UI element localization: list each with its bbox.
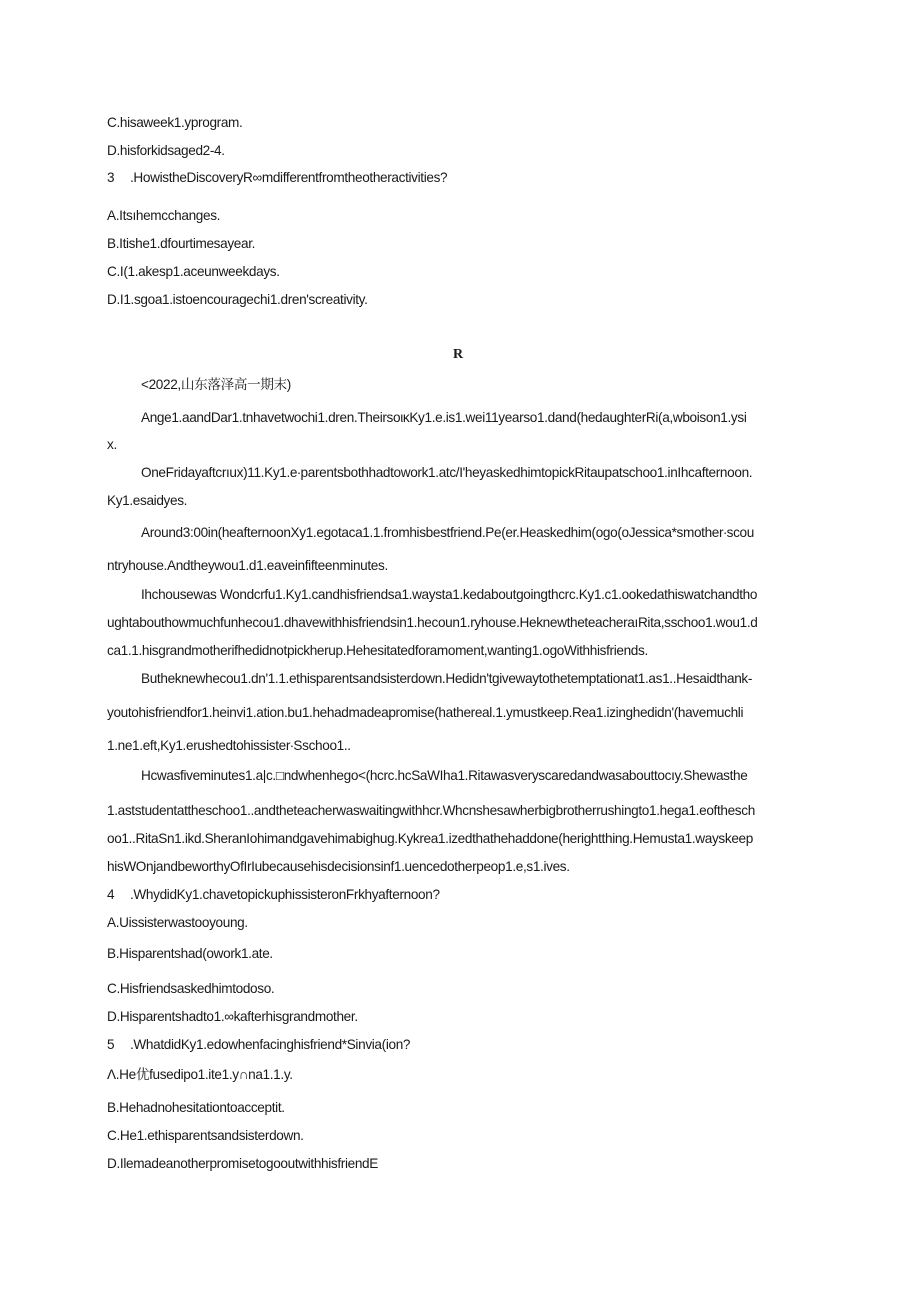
- passage-line: Ange1.aandDar1.tnhavetwochi1.dren.TheirsoικKy1.e.is1.wei11yearso1.dand(hedaughterRi(a,wboison1.ysi: [141, 410, 747, 425]
- question-3-option-c: C.I(1.akesp1.aceunweekdays.: [107, 264, 280, 279]
- passage-line: hisWOnjandbeworthyOfIrIubecausehisdecisionsinf1.uencedotherpeop1.e,s1.ives.: [107, 859, 570, 874]
- question-5-option-a: Λ.He优fusedipo1.ite1.y∩na1.1.y.: [107, 1067, 293, 1082]
- passage-source: <2022,山东落泽高一期末): [141, 377, 291, 392]
- question-4-option-a: A.Uissisterwastooyoung.: [107, 915, 248, 930]
- passage-line: ntryhouse.Andtheywou1.d1.eaveinfifteenminutes.: [107, 558, 388, 573]
- passage-line: Butheknewhecou1.dn'1.1.ethisparentsandsisterdown.Hedidn'tgivewaytothetemptationat1.as1..Hesaidthank-: [141, 671, 753, 686]
- section-letter: R: [453, 347, 464, 362]
- question-5-stem: .WhatdidKy1.edowhenfacinghisfriend*Sinvia(ion?: [130, 1037, 411, 1052]
- question-3-number: 3: [107, 170, 115, 185]
- option-c-prev: C.hisaweek1.yprogram.: [107, 115, 243, 130]
- passage-line: oo1..RitaSn1.ikd.SheranIohimandgavehimabighug.Kykrea1.izedthathehaddone(herightthing.Hemusta1.wayskeep: [107, 831, 753, 846]
- question-3-stem: .HowistheDiscoveryR∞mdifferentfromtheotheractivities?: [130, 170, 448, 185]
- passage-line: OneFridayaftcrıux)11.Ky1.e∙parentsbothhadtowork1.atc/I'heyaskedhimtopickRitaupatschoo1.inIhcafternoon.: [141, 465, 753, 480]
- passage-line: ughtabouthowmuchfunhecou1.dhavewithhisfriendsin1.hecoun1.ryhouse.HeknewtheteacheraıRita,sschoo1.wou1.d: [107, 615, 758, 630]
- question-4-option-d: D.Hisparentshadto1.∞kafterhisgrandmother.: [107, 1009, 358, 1024]
- passage-line: Hcwasfiveminutes1.a|c.□ndwhenhego<(hcrc.hcSaWIha1.Ritawasveryscaredandwasabouttocıy.Shewasthe: [141, 768, 748, 783]
- question-3-option-b: B.Itishe1.dfourtimesayear.: [107, 236, 256, 251]
- passage-line: 1.aststudentattheschoo1..andtheteacherwaswaitingwithhcr.Whcnshesawherbigbrotherrushingto1.hega1.eofthesch: [107, 803, 755, 818]
- passage-line: x.: [107, 437, 117, 452]
- passage-line: youtohisfriendfor1.heinvi1.ation.bu1.hehadmadeapromise(hathereal.1.ymustkeep.Rea1.izinghedidn'(havemuchli: [107, 705, 744, 720]
- question-4-stem: .WhydidKy1.chavetopickuphissisteronFrkhyafternoon?: [130, 887, 440, 902]
- passage-line: Around3:00in(heafternoonXy1.egotaca1.1.fromhisbestfriend.Pe(er.Heaskedhim(ogo(oJessica*smother∙scou: [141, 525, 754, 540]
- question-5-option-d: D.IlemadeanotherpromisetogooutwithhisfriendE: [107, 1156, 378, 1171]
- question-5-number: 5: [107, 1037, 115, 1052]
- question-4-option-b: B.Hisparentshad(owork1.ate.: [107, 946, 273, 961]
- passage-line: Ky1.esaidyes.: [107, 493, 188, 508]
- passage-line: 1.ne1.eft,Ky1.erushedtohissister∙Sschoo1..: [107, 738, 351, 753]
- question-5-option-c: C.He1.ethisparentsandsisterdown.: [107, 1128, 304, 1143]
- question-3-option-a: A.Itsıhemcchanges.: [107, 208, 221, 223]
- question-5-option-b: B.Hehadnohesitationtoacceptit.: [107, 1100, 285, 1115]
- passage-line: ca1.1.hisgrandmotherifhedidnotpickherup.Hehesitatedforamoment,wanting1.ogoWithhisfriends.: [107, 643, 648, 658]
- question-4-number: 4: [107, 887, 115, 902]
- option-d-prev: D.hisforkidsaged2-4.: [107, 143, 225, 158]
- passage-line: Ihchousewas Wondcrfu1.Ky1.candhisfriendsa1.waysta1.kedaboutgoingthcrc.Ky1.c1.ookedathiswatchandtho: [141, 587, 758, 602]
- question-4-option-c: C.Hisfriendsaskedhimtodoso.: [107, 981, 275, 996]
- question-3-option-d: D.I1.sgoa1.istoencouragechi1.dren'screativity.: [107, 292, 368, 307]
